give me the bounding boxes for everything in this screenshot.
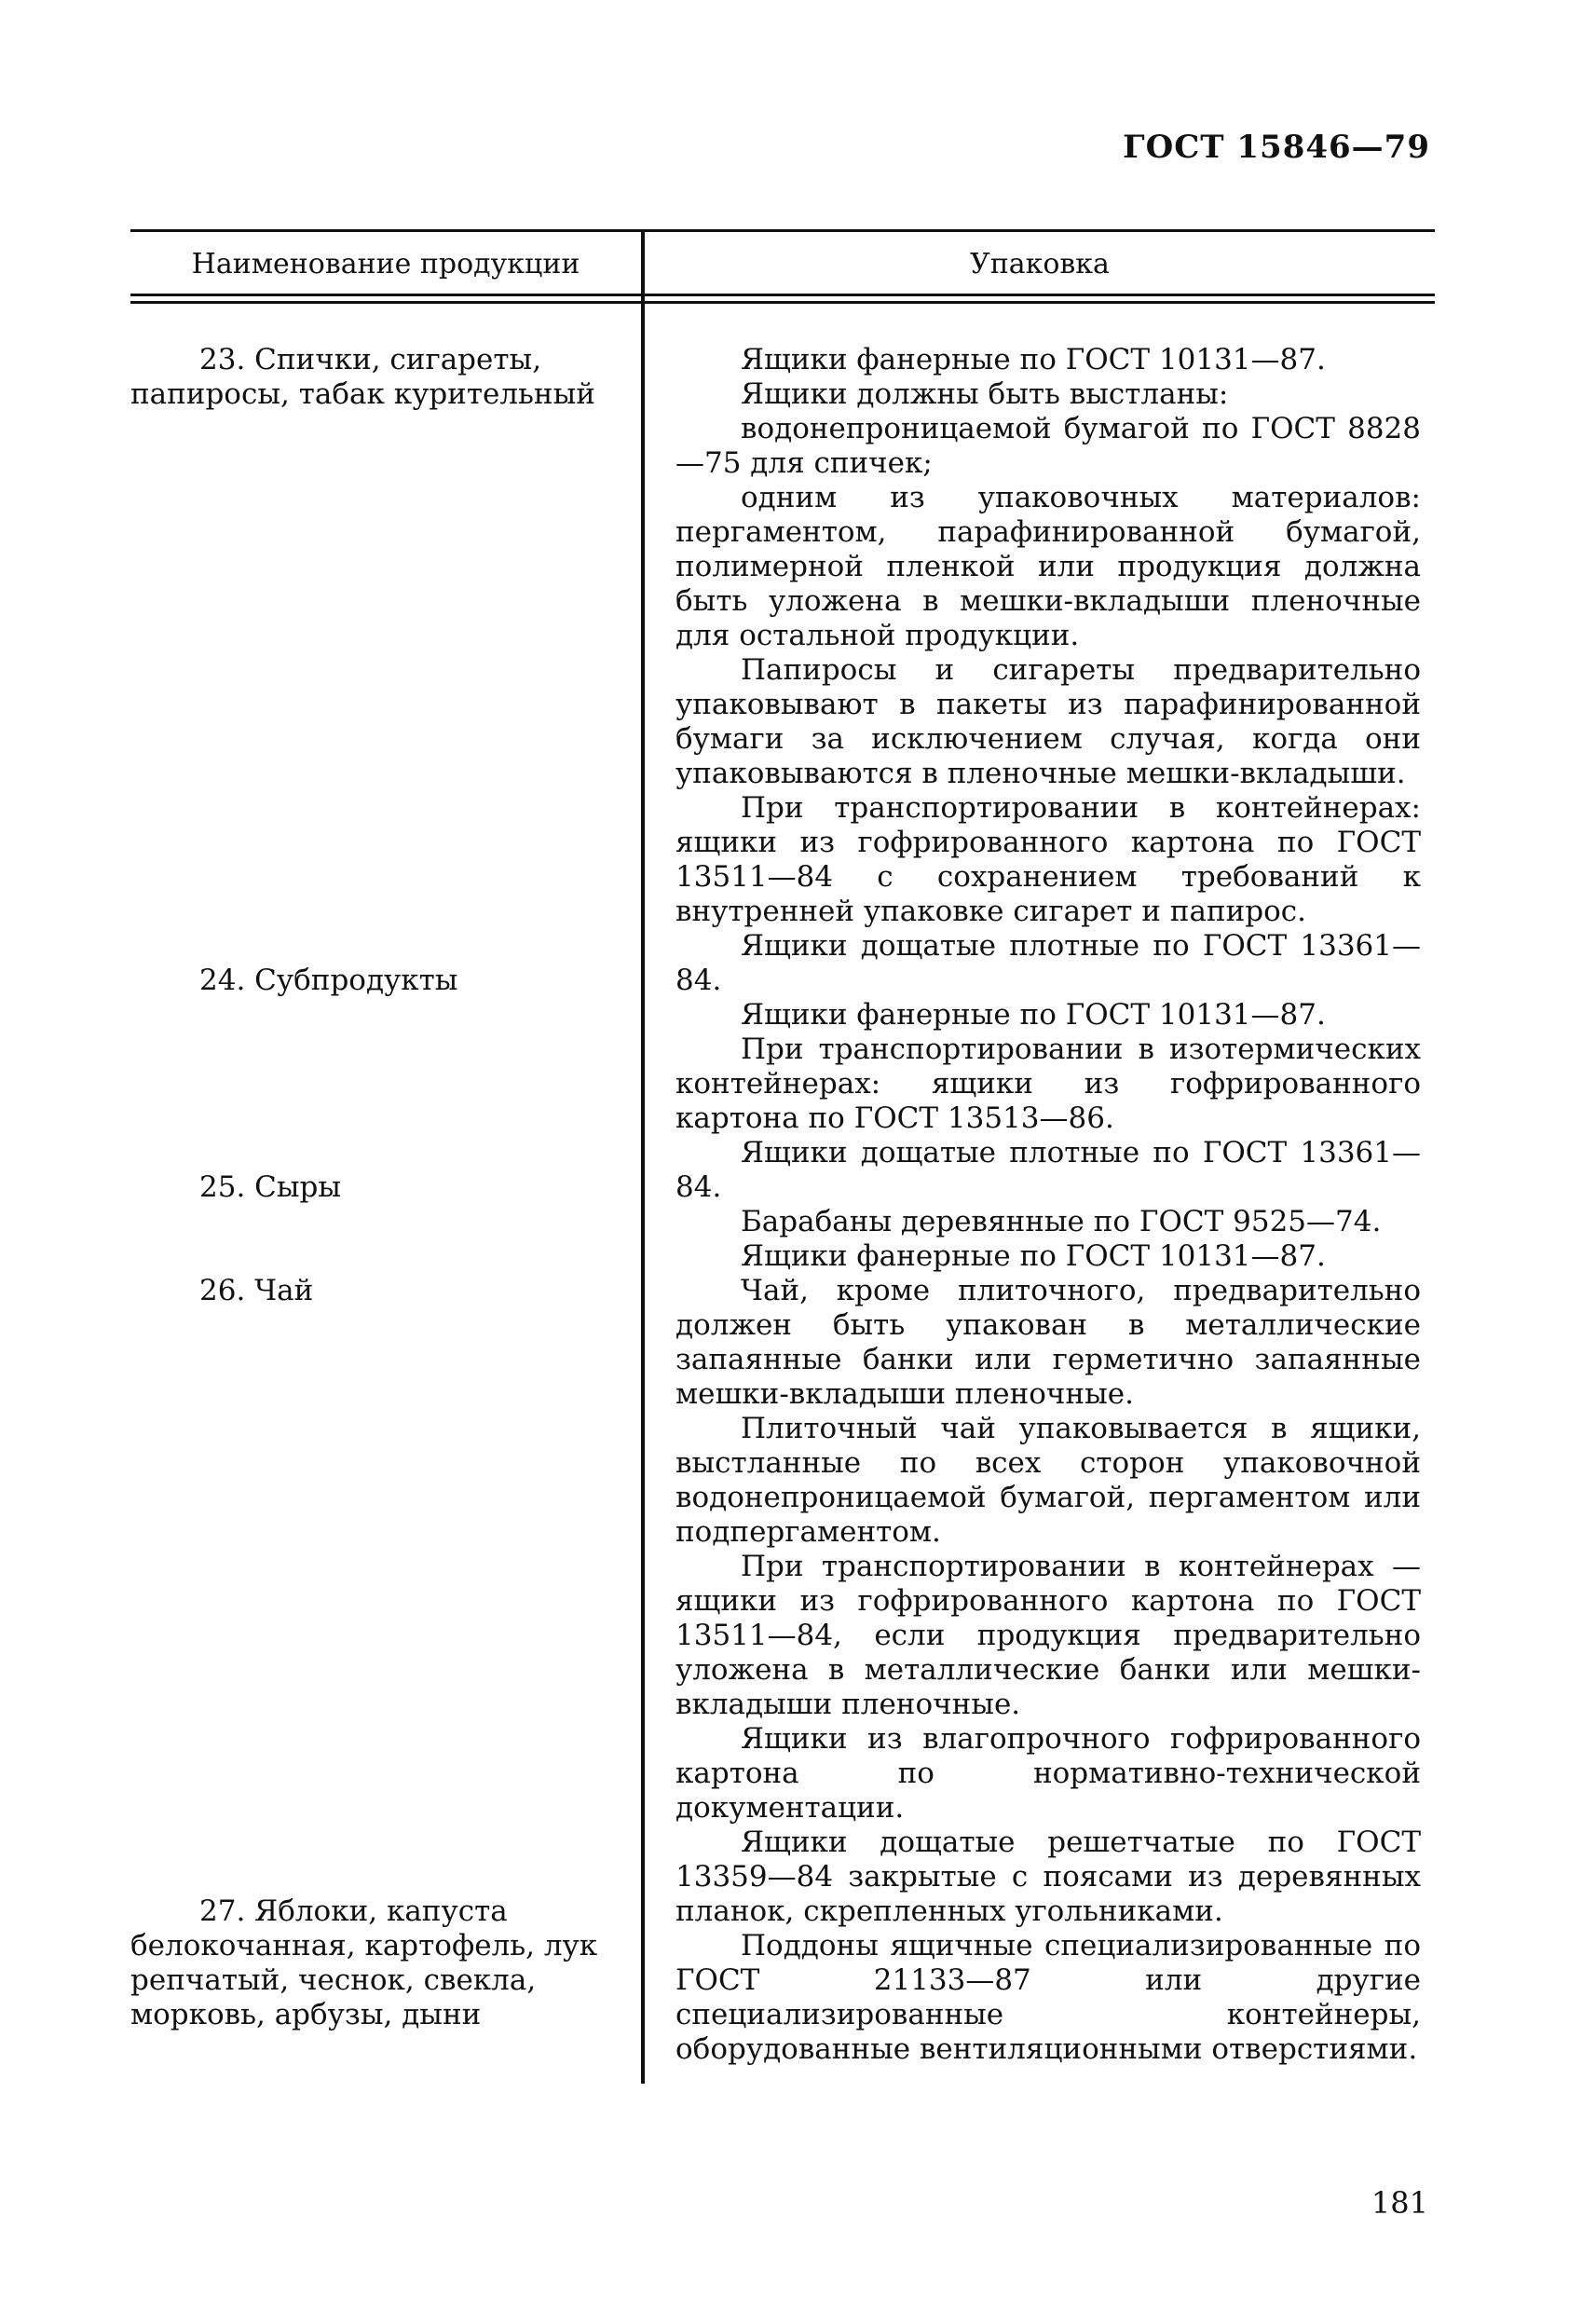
packaging-paragraph: Поддоны ящичные специализированные по ГОСТ 21133—87 или другие специализированные контейнеры, оборудованные вентиляционными отверстиями. [675, 1929, 1421, 2066]
packaging-paragraph: одним из упаковочных материалов: пергаментом, парафинированной бумагой, полимерной пленкой или продукция должна быть уложена в мешки-вкладыши пленочные для остальной продукции. [675, 481, 1421, 652]
packaging-paragraph: Ящики должны быть выстланы: [741, 377, 1229, 411]
product-27: 27. Яблоки, капуста белокочанная, картофель, лук репчатый, чеснок, свекла, морковь, арбузы, дыни [130, 1894, 598, 2031]
packaging-paragraph: Чай, кроме плиточного, предварительно должен быть упакован в металлические запаянные банки или герметично запаянные мешки-вкладыши пленочные. [675, 1274, 1421, 1411]
packaging-block-25 [675, 1136, 1421, 1239]
packaging-paragraph: Ящики фанерные по ГОСТ 10131—87. [741, 998, 1326, 1032]
page-number: 181 [1371, 2185, 1428, 2221]
product-25: 25. Сыры [199, 1170, 342, 1204]
product-26: 26. Чай [199, 1274, 314, 1307]
packaging-block-23 [675, 343, 1421, 929]
header-bottom-rule [130, 294, 1435, 296]
packaging-paragraph: Ящики фанерные по ГОСТ 10131—87. [741, 343, 1326, 376]
product-23: 23. Спички, сигареты, папиросы, табак курительный [130, 343, 595, 411]
column-divider [641, 229, 645, 2084]
packaging-paragraph: При транспортировании в контейнерах — ящики из гофрированного картона по ГОСТ 13511—84, если продукция предварительно уложена в металлические банки или мешки-вкладыши пленочные. [675, 1550, 1421, 1721]
packaging-block-26 [675, 1239, 1421, 1826]
packaging-paragraph: Папиросы и сигареты предварительно упаковывают в пакеты из парафинированной бумаги за исключением случая, когда они упаковываются в пленочные мешки-вкладыши. [675, 653, 1421, 790]
packaging-paragraph: Плиточный чай упаковывается в ящики, выстланные по всех сторон упаковочной водонепроницаемой бумагой, пергаментом или подпергаментом. [675, 1412, 1421, 1549]
packaging-paragraph: Ящики дощатые плотные по ГОСТ 13361—84. [675, 1136, 1421, 1204]
packaging-paragraph: Ящики фанерные по ГОСТ 10131—87. [741, 1239, 1326, 1273]
packaging-paragraph: При транспортировании в изотермических контейнерах: ящики из гофрированного картона по ГОСТ 13513—86. [675, 1032, 1421, 1135]
packaging-block-27 [675, 1826, 1421, 2067]
document-code: ГОСТ 15846—79 [1123, 129, 1430, 166]
packaging-paragraph: При транспортировании в контейнерах: ящики из гофрированного картона по ГОСТ 13511—84 с сохранением требований к внутренней упаковке сигарет и папирос. [675, 791, 1421, 928]
packaging-paragraph: водонепроницаемой бумагой по ГОСТ 8828—75 для спичек; [675, 412, 1421, 480]
packaging-paragraph: Ящики дощатые решетчатые по ГОСТ 13359—84 закрытые с поясами из деревянных планок, скрепленных угольниками. [675, 1826, 1421, 1928]
table-top-rule [130, 229, 1435, 232]
packaging-paragraph: Ящики из влагопрочного гофрированного картона по нормативно-технической документации. [675, 1722, 1421, 1825]
column-header-product: Наименование продукции [191, 247, 580, 280]
packaging-paragraph: Барабаны деревянные по ГОСТ 9525—74. [741, 1205, 1382, 1238]
packaging-column [675, 343, 1421, 2067]
packaging-paragraph: Ящики дощатые плотные по ГОСТ 13361—84. [675, 929, 1421, 997]
header-bottom-rule-double [130, 301, 1435, 304]
product-24: 24. Субпродукты [199, 964, 458, 997]
packaging-block-24 [675, 929, 1421, 1136]
column-header-packaging: Упаковка [970, 247, 1110, 280]
